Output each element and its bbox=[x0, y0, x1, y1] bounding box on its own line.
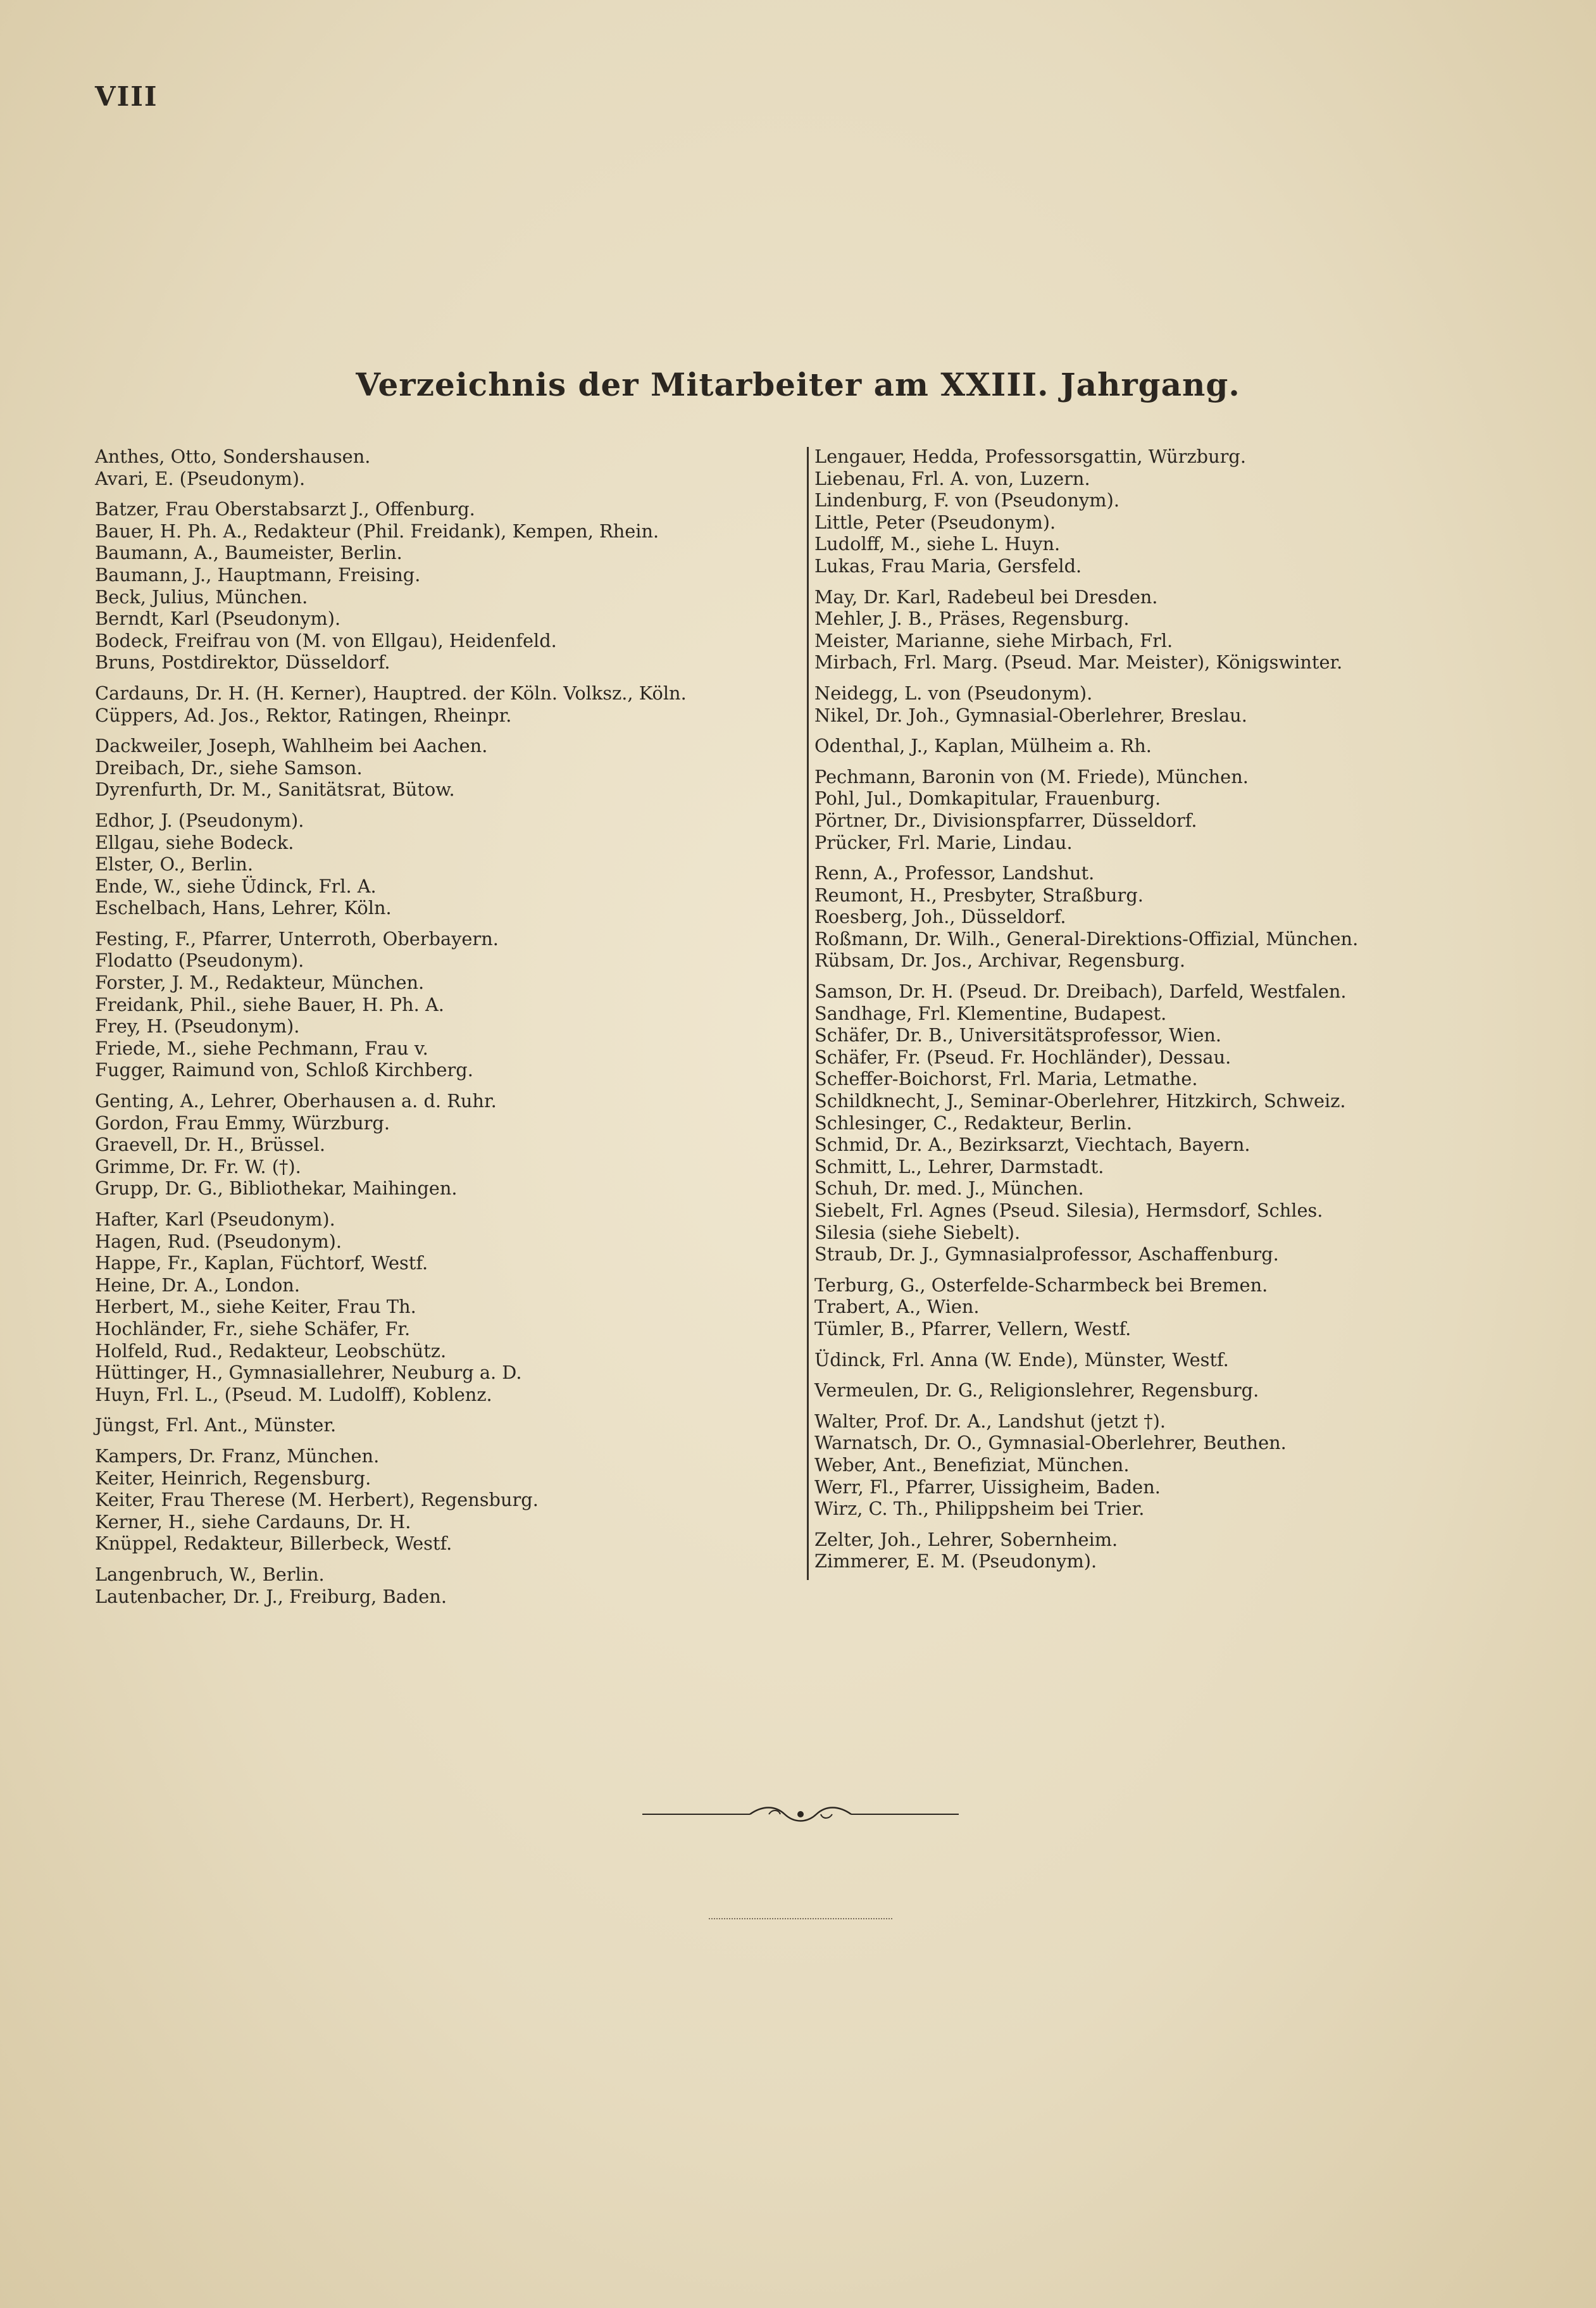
contributor-entry: Zimmerer, E. M. (Pseudonym). bbox=[814, 1550, 1097, 1572]
contributor-entry: Schäfer, Fr. (Pseud. Fr. Hochländer), Dessau. bbox=[814, 1046, 1231, 1068]
contributor-entry: Hafter, Karl (Pseudonym). bbox=[95, 1208, 335, 1230]
contributor-entry: Odenthal, J., Kaplan, Mülheim a. Rh. bbox=[814, 735, 1152, 757]
contributor-entry: Siebelt, Frl. Agnes (Pseud. Silesia), Hermsdorf, Schles. bbox=[814, 1200, 1323, 1221]
faint-rule bbox=[709, 1918, 892, 1919]
contributor-entry: Berndt, Karl (Pseudonym). bbox=[95, 608, 341, 630]
contributor-entry: Bauer, H. Ph. A., Redakteur (Phil. Freidank), Kempen, Rhein. bbox=[95, 520, 659, 542]
contributor-entry: Mirbach, Frl. Marg. (Pseud. Mar. Meister), Königswinter. bbox=[814, 651, 1343, 674]
contributor-entry: Knüppel, Redakteur, Billerbeck, Westf. bbox=[95, 1533, 452, 1555]
contributor-entry: Lukas, Frau Maria, Gersfeld. bbox=[814, 555, 1082, 577]
contributor-entry: Liebenau, Frl. A. von, Luzern. bbox=[814, 467, 1090, 489]
contributor-entry: Roßmann, Dr. Wilh., General-Direktions-Offizial, München. bbox=[814, 927, 1359, 950]
contributor-entry: Huyn, Frl. L., (Pseud. M. Ludolff), Koblenz. bbox=[95, 1383, 492, 1405]
contributor-entry: Nikel, Dr. Joh., Gymnasial-Oberlehrer, Breslau. bbox=[814, 704, 1247, 726]
letter-group bbox=[814, 1274, 1485, 1340]
contributor-entry: Pohl, Jul., Domkapitular, Frauenburg. bbox=[814, 787, 1161, 810]
contributor-entry: Rübsam, Dr. Jos., Archivar, Regensburg. bbox=[814, 950, 1185, 972]
contributor-entry: Hagen, Rud. (Pseudonym). bbox=[95, 1230, 342, 1252]
contributor-entry: Little, Peter (Pseudonym). bbox=[814, 511, 1056, 533]
letter-group bbox=[95, 1414, 766, 1436]
contributor-entry: Anthes, Otto, Sondershausen. bbox=[95, 446, 371, 467]
letter-group bbox=[814, 862, 1485, 972]
letter-group bbox=[814, 735, 1485, 757]
contributor-entry: Meister, Marianne, siehe Mirbach, Frl. bbox=[814, 629, 1173, 651]
contributor-entry: Gordon, Frau Emmy, Würzburg. bbox=[95, 1112, 390, 1134]
contributor-entry: Üdinck, Frl. Anna (W. Ende), Münster, Westf. bbox=[814, 1348, 1229, 1370]
contributor-entry: Beck, Julius, München. bbox=[95, 586, 308, 608]
letter-group bbox=[814, 682, 1485, 726]
contributor-entry: Ludolff, M., siehe L. Huyn. bbox=[814, 533, 1061, 555]
letter-group bbox=[814, 446, 1485, 577]
contributor-entry: Wirz, C. Th., Philippsheim bei Trier. bbox=[814, 1498, 1145, 1520]
page-title: Verzeichnis der Mitarbeiter am XXIII. Jahrgang. bbox=[356, 366, 1240, 403]
contributor-entry: Cardauns, Dr. H. (H. Kerner), Hauptred. der Köln. Volksz., Köln. bbox=[95, 682, 687, 704]
contributor-entry: Baumann, J., Hauptmann, Freising. bbox=[95, 563, 421, 586]
contributor-entry: Dreibach, Dr., siehe Samson. bbox=[95, 756, 363, 779]
contributor-entry: Tümler, B., Pfarrer, Vellern, Westf. bbox=[814, 1317, 1132, 1339]
contributor-entry: Baumann, A., Baumeister, Berlin. bbox=[95, 542, 402, 564]
contributor-entry: Cüppers, Ad. Jos., Rektor, Ratingen, Rheinpr. bbox=[95, 704, 512, 726]
letter-group bbox=[814, 981, 1485, 1265]
contributor-entry: Zelter, Joh., Lehrer, Sobernheim. bbox=[814, 1528, 1118, 1550]
contributor-entry: Werr, Fl., Pfarrer, Uissigheim, Baden. bbox=[814, 1476, 1161, 1498]
contributor-entry: Lautenbacher, Dr. J., Freiburg, Baden. bbox=[95, 1585, 447, 1607]
contributor-entry: Renn, A., Professor, Landshut. bbox=[814, 862, 1095, 884]
contributor-entry: Roesberg, Joh., Düsseldorf. bbox=[814, 906, 1066, 928]
contributor-entry: Silesia (siehe Siebelt). bbox=[814, 1221, 1021, 1243]
contributor-entry: May, Dr. Karl, Radebeul bei Dresden. bbox=[814, 586, 1158, 608]
letter-group bbox=[814, 1529, 1485, 1572]
letter-group bbox=[95, 810, 766, 919]
contributor-entry: Edhor, J. (Pseudonym). bbox=[95, 809, 304, 831]
contributor-entry: Lindenburg, F. von (Pseudonym). bbox=[814, 489, 1119, 511]
letter-group bbox=[95, 735, 766, 801]
contributor-entry: Pechmann, Baronin von (M. Friede), München. bbox=[814, 765, 1249, 787]
contributor-entry: Keiter, Heinrich, Regensburg. bbox=[95, 1467, 371, 1489]
contributor-entry: Happe, Fr., Kaplan, Füchtorf, Westf. bbox=[95, 1252, 428, 1274]
contributor-entry: Ellgau, siehe Bodeck. bbox=[95, 831, 294, 853]
letter-group bbox=[95, 682, 766, 726]
contributor-entry: Elster, O., Berlin. bbox=[95, 853, 254, 875]
letter-group bbox=[95, 1564, 766, 1607]
contributor-entry: Schmitt, L., Lehrer, Darmstadt. bbox=[814, 1155, 1104, 1177]
letter-group bbox=[95, 928, 766, 1081]
contributors-column-left bbox=[95, 446, 766, 1616]
contributor-entry: Bruns, Postdirektor, Düsseldorf. bbox=[95, 651, 390, 674]
letter-group bbox=[814, 1349, 1485, 1371]
contributor-entry: Herbert, M., siehe Keiter, Frau Th. bbox=[95, 1296, 416, 1318]
contributor-entry: Reumont, H., Presbyter, Straßburg. bbox=[814, 884, 1144, 906]
contributor-entry: Mehler, J. B., Präses, Regensburg. bbox=[814, 608, 1130, 630]
contributor-entry: Freidank, Phil., siehe Bauer, H. Ph. A. bbox=[95, 993, 444, 1015]
contributor-entry: Samson, Dr. H. (Pseud. Dr. Dreibach), Darfeld, Westfalen. bbox=[814, 981, 1347, 1003]
contributor-entry: Dyrenfurth, Dr. M., Sanitätsrat, Bütow. bbox=[95, 779, 455, 801]
contributor-entry: Festing, F., Pfarrer, Unterroth, Oberbayern. bbox=[95, 927, 499, 950]
contributor-entry: Graevell, Dr. H., Brüssel. bbox=[95, 1134, 326, 1156]
contributor-entry: Grimme, Dr. Fr. W. (†). bbox=[95, 1155, 301, 1177]
contributor-entry: Hüttinger, H., Gymnasiallehrer, Neuburg a. D. bbox=[95, 1362, 522, 1384]
contributor-entry: Jüngst, Frl. Ant., Münster. bbox=[95, 1414, 337, 1436]
contributor-entry: Schuh, Dr. med. J., München. bbox=[814, 1177, 1084, 1200]
contributor-entry: Schildknecht, J., Seminar-Oberlehrer, Hitzkirch, Schweiz. bbox=[814, 1090, 1346, 1112]
letter-group bbox=[95, 1445, 766, 1555]
contributor-entry: Eschelbach, Hans, Lehrer, Köln. bbox=[95, 897, 392, 919]
contributor-entry: Walter, Prof. Dr. A., Landshut (jetzt †). bbox=[814, 1410, 1166, 1432]
contributor-entry: Schäfer, Dr. B., Universitätsprofessor, Wien. bbox=[814, 1024, 1222, 1046]
contributor-entry: Dackweiler, Joseph, Wahlheim bei Aachen. bbox=[95, 735, 488, 757]
contributor-entry: Friede, M., siehe Pechmann, Frau v. bbox=[95, 1037, 428, 1059]
contributor-entry: Forster, J. M., Redakteur, München. bbox=[95, 972, 425, 994]
contributor-entry: Pörtner, Dr., Divisionspfarrer, Düsseldorf. bbox=[814, 809, 1197, 831]
page-number: VIII bbox=[95, 81, 158, 112]
contributor-entry: Flodatto (Pseudonym). bbox=[95, 950, 304, 972]
contributor-entry: Heine, Dr. A., London. bbox=[95, 1274, 300, 1296]
contributor-entry: Ende, W., siehe Üdinck, Frl. A. bbox=[95, 875, 377, 897]
contributor-entry: Straub, Dr. J., Gymnasialprofessor, Aschaffenburg. bbox=[814, 1243, 1279, 1265]
contributor-entry: Warnatsch, Dr. O., Gymnasial-Oberlehrer, Beuthen. bbox=[814, 1432, 1287, 1454]
letter-group bbox=[95, 498, 766, 674]
contributor-entry: Frey, H. (Pseudonym). bbox=[95, 1015, 300, 1038]
contributor-entry: Vermeulen, Dr. G., Religionslehrer, Regensburg. bbox=[814, 1379, 1259, 1402]
contributor-entry: Batzer, Frau Oberstabsarzt J., Offenburg. bbox=[95, 498, 475, 520]
contributor-entry: Avari, E. (Pseudonym). bbox=[95, 467, 306, 489]
contributor-entry: Schmid, Dr. A., Bezirksarzt, Viechtach, Bayern. bbox=[814, 1134, 1250, 1156]
contributor-entry: Trabert, A., Wien. bbox=[814, 1296, 980, 1318]
contributor-entry: Keiter, Frau Therese (M. Herbert), Regensburg. bbox=[95, 1489, 539, 1511]
ornament-divider bbox=[642, 1802, 959, 1827]
letter-group bbox=[814, 766, 1485, 853]
letter-group bbox=[814, 1379, 1485, 1402]
contributor-entry: Genting, A., Lehrer, Oberhausen a. d. Ruhr. bbox=[95, 1090, 497, 1112]
contributors-column-right bbox=[814, 446, 1485, 1581]
contributor-entry: Weber, Ant., Benefiziat, München. bbox=[814, 1453, 1130, 1476]
contributor-entry: Hochländer, Fr., siehe Schäfer, Fr. bbox=[95, 1317, 411, 1339]
contributor-entry: Sandhage, Frl. Klementine, Budapest. bbox=[814, 1002, 1167, 1024]
letter-group bbox=[814, 1410, 1485, 1520]
contributor-entry: Kerner, H., siehe Cardauns, Dr. H. bbox=[95, 1510, 411, 1533]
contributor-entry: Terburg, G., Osterfelde-Scharmbeck bei Bremen. bbox=[814, 1274, 1268, 1296]
contributor-entry: Grupp, Dr. G., Bibliothekar, Maihingen. bbox=[95, 1177, 458, 1200]
letter-group bbox=[814, 586, 1485, 674]
contributor-entry: Bodeck, Freifrau von (M. von Ellgau), Heidenfeld. bbox=[95, 629, 557, 651]
contributor-entry: Prücker, Frl. Marie, Lindau. bbox=[814, 831, 1073, 853]
contributor-entry: Lengauer, Hedda, Professorsgattin, Würzburg. bbox=[814, 446, 1246, 467]
contributor-entry: Holfeld, Rud., Redakteur, Leobschütz. bbox=[95, 1339, 447, 1362]
contributor-entry: Neidegg, L. von (Pseudonym). bbox=[814, 682, 1093, 704]
contributor-entry: Langenbruch, W., Berlin. bbox=[95, 1563, 325, 1585]
letter-group bbox=[95, 1208, 766, 1405]
column-divider bbox=[807, 447, 809, 1580]
contributor-entry: Fugger, Raimund von, Schloß Kirchberg. bbox=[95, 1059, 473, 1081]
contributor-entry: Scheffer-Boichorst, Frl. Maria, Letmathe. bbox=[814, 1068, 1198, 1090]
letter-group bbox=[95, 1090, 766, 1200]
letter-group bbox=[95, 446, 766, 489]
contributor-entry: Schlesinger, C., Redakteur, Berlin. bbox=[814, 1112, 1132, 1134]
contributor-entry: Kampers, Dr. Franz, München. bbox=[95, 1445, 380, 1467]
